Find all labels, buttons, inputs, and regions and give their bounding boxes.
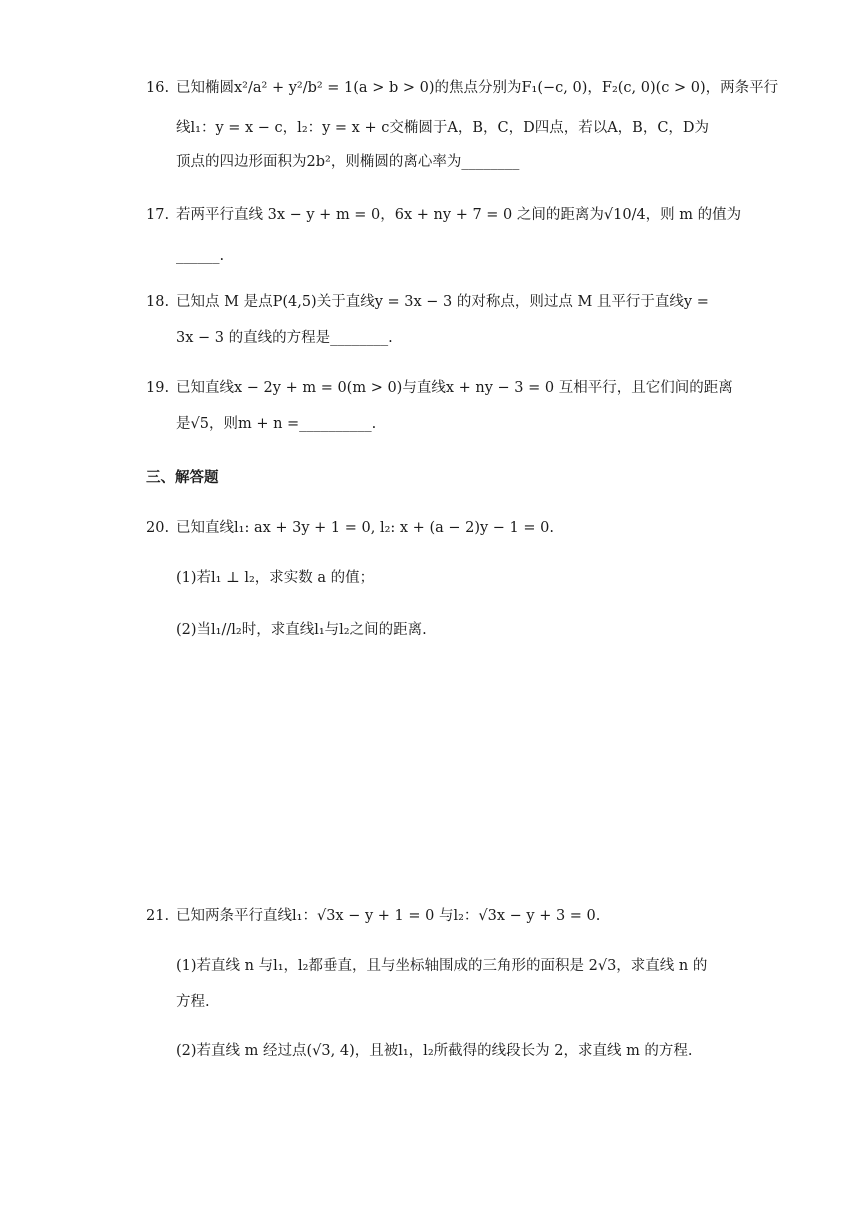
- question-21-part-2: (2)若直线 m 经过点(√3, 4)，且被l₁，l₂所截得的线段长为 2，求直线 m 的方程.: [176, 1043, 693, 1059]
- section-heading: 三、解答题: [146, 470, 219, 486]
- question-16-line-3: 顶点的四边形面积为2b²，则椭圆的离心率为________: [176, 154, 520, 170]
- question-20-line-1: 已知直线l₁: ax + 3y + 1 = 0, l₂: x + (a − 2)y − 1 = 0.: [176, 520, 554, 536]
- question-19-line-1: 已知直线x − 2y + m = 0(m > 0)与直线x + ny − 3 = 0 互相平行，且它们间的距离: [176, 380, 733, 396]
- question-20-part-1: (1)若l₁ ⊥ l₂，求实数 a 的值；: [176, 570, 375, 586]
- question-21-part-1-line-2: 方程.: [176, 994, 210, 1010]
- question-19-line-2: 是√5，则m + n =__________.: [176, 416, 377, 432]
- question-21-line-1: 已知两条平行直线l₁：√3x − y + 1 = 0 与l₂：√3x − y + 3 = 0.: [176, 908, 601, 924]
- question-21-number: 21.: [146, 908, 170, 924]
- question-20-part-2: (2)当l₁//l₂时，求直线l₁与l₂之间的距离.: [176, 622, 427, 638]
- question-21-part-1-line-1: (1)若直线 n 与l₁，l₂都垂直，且与坐标轴围成的三角形的面积是 2√3，求直线 n 的: [176, 958, 708, 974]
- question-17-line-2: ______.: [176, 248, 225, 264]
- question-20-number: 20.: [146, 520, 170, 536]
- question-18-line-2: 3x − 3 的直线的方程是________.: [176, 330, 393, 346]
- question-17-line-1: 若两平行直线 3x − y + m = 0，6x + ny + 7 = 0 之间的距离为√10/4，则 m 的值为: [176, 207, 742, 223]
- question-16-number: 16.: [146, 80, 170, 96]
- question-16-line-1: 已知椭圆x²/a² + y²/b² = 1(a > b > 0)的焦点分别为F₁(−c, 0)，F₂(c, 0)(c > 0)，两条平行: [176, 80, 779, 96]
- question-16-line-2: 线l₁：y = x − c，l₂：y = x + c交椭圆于A，B，C，D四点，若以A，B，C，D为: [176, 120, 710, 136]
- question-18-number: 18.: [146, 294, 170, 310]
- question-19-number: 19.: [146, 380, 170, 396]
- question-17-number: 17.: [146, 207, 170, 223]
- question-18-line-1: 已知点 M 是点P(4,5)关于直线y = 3x − 3 的对称点，则过点 M 且平行于直线y =: [176, 294, 709, 310]
